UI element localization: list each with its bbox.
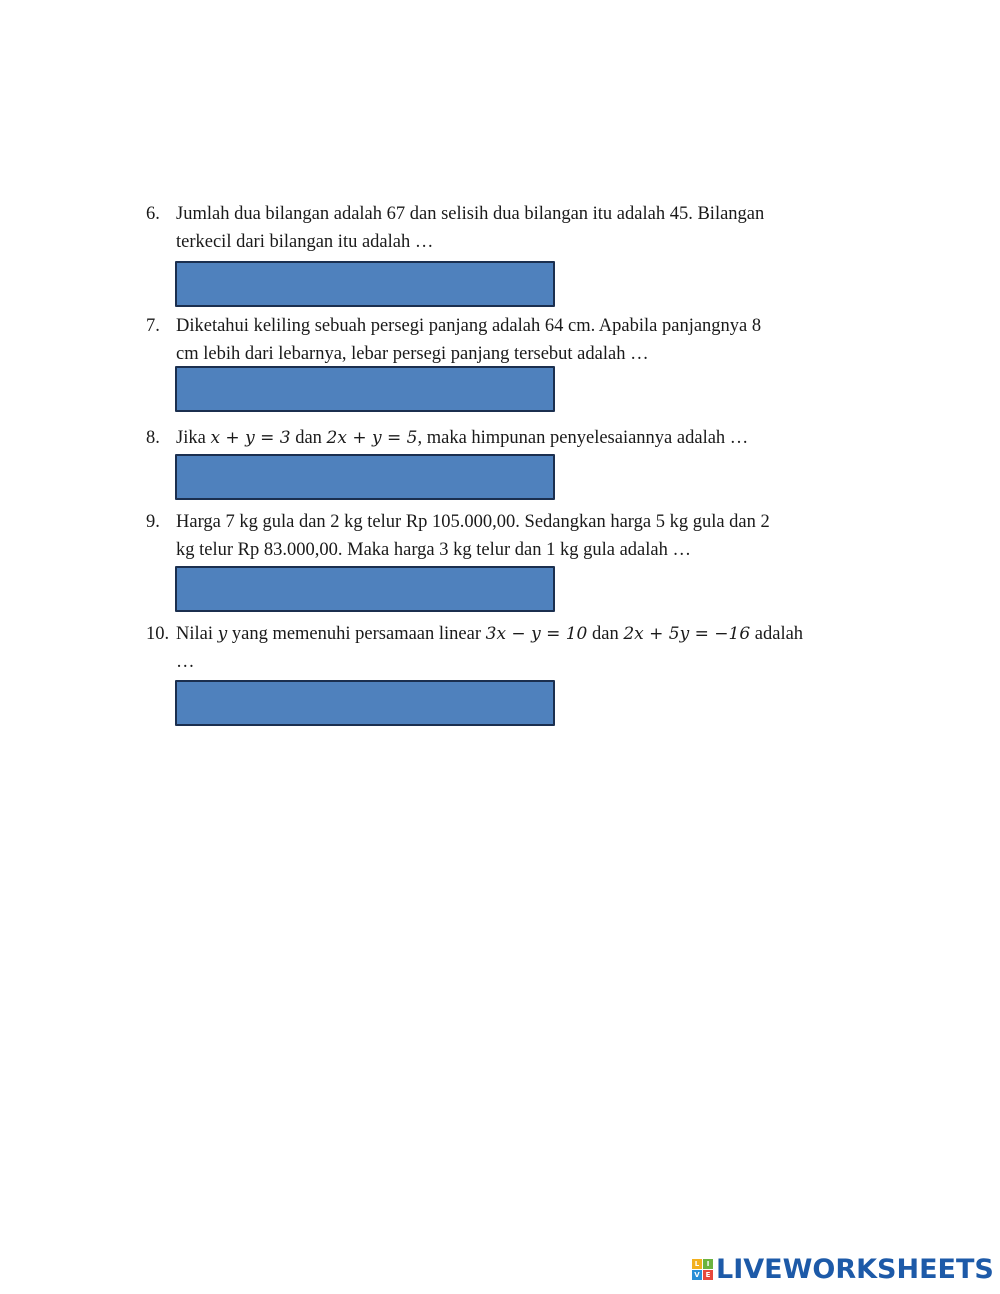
question-number: 6. [146, 204, 160, 224]
question-7 [146, 312, 891, 368]
question-line: terkecil dari bilangan itu adalah … [176, 232, 434, 252]
question-line: Jumlah dua bilangan adalah 67 dan selisih dua bilangan itu adalah 45. Bilangan [176, 204, 765, 224]
answer-input-8[interactable] [175, 454, 555, 500]
question-text [176, 508, 891, 564]
question-number: 9. [146, 512, 160, 532]
text-fragment: Nilai [176, 624, 218, 644]
question-number: 7. [146, 316, 160, 336]
question-6 [146, 200, 891, 256]
answer-input-7[interactable] [175, 366, 555, 412]
equation: x + y = 3 [210, 428, 291, 448]
question-line [176, 424, 891, 452]
question-text [176, 620, 891, 676]
equation: 2x + 5y = −16 [623, 624, 751, 644]
question-text [176, 200, 891, 256]
logo-mark-letter: I [703, 1259, 713, 1269]
text-fragment: dan [587, 624, 624, 644]
question-line: cm lebih dari lebarnya, lebar persegi panjang tersebut adalah … [176, 344, 649, 364]
liveworksheets-logo [692, 1254, 994, 1284]
text-fragment: dan [290, 428, 327, 448]
answer-input-9[interactable] [175, 566, 555, 612]
question-text [176, 424, 891, 452]
question-number: 8. [146, 428, 160, 448]
answer-input-6[interactable] [175, 261, 555, 307]
logo-text: LIVEWORKSHEETS [716, 1253, 994, 1285]
question-line: Diketahui keliling sebuah persegi panjang adalah 64 cm. Apabila panjangnya 8 [176, 316, 762, 336]
equation: 3x − y = 10 [485, 624, 588, 644]
logo-mark-letter: E [703, 1270, 713, 1280]
logo-mark-letter: L [692, 1259, 702, 1269]
question-10 [146, 620, 891, 676]
question-8 [146, 424, 891, 452]
equation: 2x + y = 5 [326, 428, 418, 448]
question-number: 10. [146, 624, 170, 644]
liveworksheets-logo-icon [692, 1259, 713, 1280]
text-fragment: adalah [750, 624, 804, 644]
text-fragment: Jika [176, 428, 211, 448]
text-fragment: yang memenuhi persamaan linear [227, 624, 486, 644]
question-9 [146, 508, 891, 564]
question-line: kg telur Rp 83.000,00. Maka harga 3 kg telur dan 1 kg gula adalah … [176, 540, 691, 560]
question-line: … [176, 652, 195, 672]
question-text [176, 312, 891, 368]
text-fragment: , maka himpunan penyelesaiannya adalah … [417, 428, 749, 448]
question-line: Harga 7 kg gula dan 2 kg telur Rp 105.000,00. Sedangkan harga 5 kg gula dan 2 [176, 512, 770, 532]
logo-mark-letter: V [692, 1270, 702, 1280]
variable: y [217, 624, 228, 644]
question-line [176, 620, 891, 648]
answer-input-10[interactable] [175, 680, 555, 726]
